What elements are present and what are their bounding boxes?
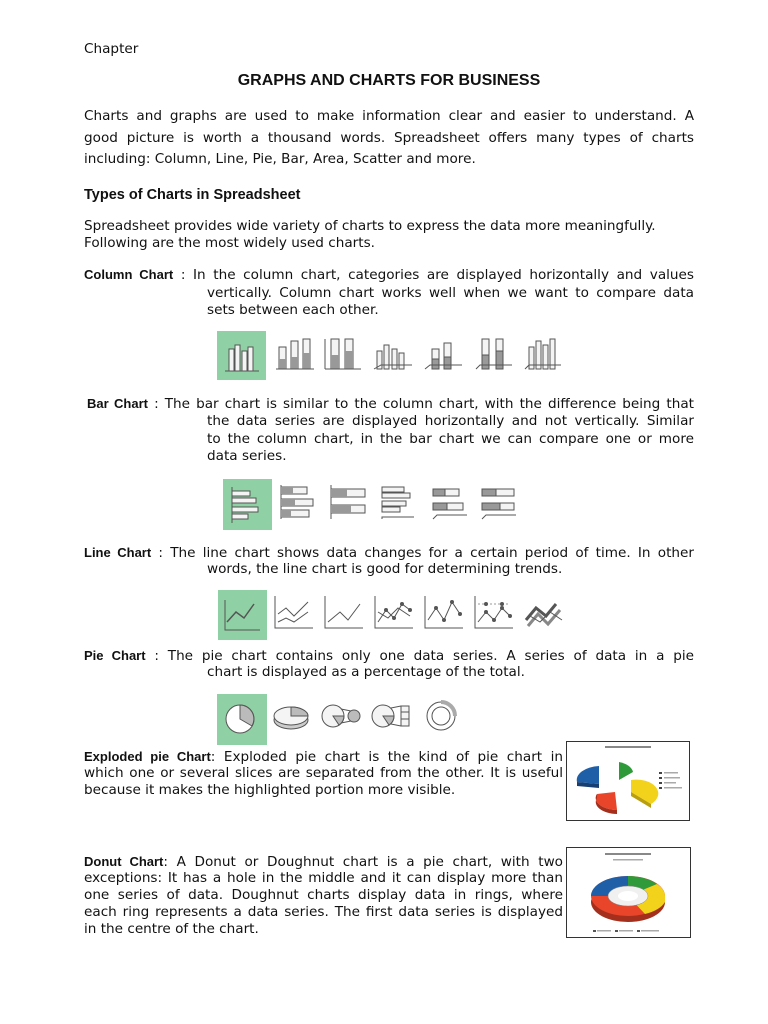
label-separator: : bbox=[148, 396, 165, 412]
desc-line: vertically. Column chart works well when we want to compare data bbox=[207, 285, 694, 301]
desc-line: each ring represents a data series. The first data series is displayed bbox=[84, 904, 563, 920]
pie-of-pie-icon[interactable] bbox=[319, 694, 363, 738]
pie-icon[interactable] bbox=[217, 694, 267, 745]
percent-line-markers-icon[interactable] bbox=[472, 590, 516, 634]
desc-line: words, the line chart is good for determining trends. bbox=[207, 561, 563, 577]
pie-chart-label: Pie Chart bbox=[84, 648, 146, 663]
bar-chart-text: The bar chart is similar to the column chart, with the difference being that bbox=[164, 396, 694, 412]
desc-line: sets between each other. bbox=[207, 302, 379, 318]
section-description bbox=[84, 218, 704, 252]
line-with-markers-icon[interactable] bbox=[372, 590, 416, 634]
desc-line: exceptions: It has a hole in the middle and it can display more than bbox=[84, 870, 563, 886]
desc-line: to the column chart, in the bar chart we can compare one or more bbox=[207, 430, 694, 447]
label-separator: : bbox=[173, 267, 194, 283]
desc-line: the data series are displayed horizontally and not vertically. Similar bbox=[207, 413, 694, 429]
exploded-pie-label: Exploded pie Chart bbox=[84, 749, 211, 764]
bar-chart-icons bbox=[223, 479, 523, 529]
desc-line: in the centre of the chart. bbox=[84, 921, 259, 937]
line-chart-icons bbox=[218, 590, 568, 640]
3d-stacked-column-icon[interactable] bbox=[422, 331, 466, 375]
exploded-pie-first-line bbox=[84, 748, 563, 766]
pie-chart-text: The pie chart contains only one data series. A series of data in a pie bbox=[167, 648, 694, 664]
3d-percent-column-icon[interactable] bbox=[472, 331, 516, 375]
desc-line: chart is displayed as a percentage of the total. bbox=[207, 664, 525, 680]
donut-chart-text: A Donut or Doughnut chart is a pie chart, with two bbox=[176, 854, 563, 870]
3d-stacked-bar-icon[interactable] bbox=[427, 479, 471, 523]
bar-chart-first-line bbox=[84, 395, 694, 413]
percent-stacked-line-icon[interactable] bbox=[322, 590, 366, 634]
percent-stacked-bar-icon[interactable] bbox=[327, 479, 371, 523]
doughnut-icon[interactable] bbox=[419, 694, 463, 738]
3d-line-icon[interactable] bbox=[522, 590, 566, 634]
3d-percent-bar-icon[interactable] bbox=[476, 479, 520, 523]
intro-paragraph bbox=[84, 106, 694, 171]
line-chart-desc bbox=[207, 561, 694, 578]
pie-chart-desc bbox=[207, 664, 694, 681]
clustered-bar-icon[interactable] bbox=[223, 479, 272, 530]
desc-line: Spreadsheet provides wide variety of charts to express the data more meaningfully. bbox=[84, 218, 656, 234]
donut-chart-desc bbox=[84, 870, 563, 938]
label-separator: : bbox=[210, 749, 224, 765]
3d-column-icon[interactable] bbox=[521, 331, 565, 375]
line-chart-first-line bbox=[84, 544, 694, 562]
page-title: GRAPHS AND CHARTS FOR BUSINESS bbox=[237, 72, 541, 89]
desc-line: one series of data. Doughnut charts display data in rings, where bbox=[84, 887, 563, 903]
desc-line: Following are the most widely used charts. bbox=[84, 235, 375, 251]
bar-chart-desc bbox=[207, 413, 694, 466]
column-chart-first-line bbox=[84, 266, 694, 284]
label-separator: : bbox=[145, 648, 168, 664]
line-chart-text: The line chart shows data changes for a certain period of time. In other bbox=[170, 545, 694, 561]
exploded-pie-chart-image bbox=[566, 741, 690, 821]
stacked-line-markers-icon[interactable] bbox=[422, 590, 466, 634]
stacked-bar-icon[interactable] bbox=[277, 479, 321, 523]
pie-chart-icons bbox=[217, 694, 467, 744]
clustered-column-icon[interactable] bbox=[217, 331, 266, 380]
donut-chart-first-line bbox=[84, 853, 563, 871]
stacked-column-icon[interactable] bbox=[273, 331, 317, 375]
label-separator: : bbox=[151, 545, 171, 561]
column-chart-text: In the column chart, categories are displayed horizontally and values bbox=[193, 267, 694, 283]
exploded-pie-desc bbox=[84, 765, 563, 799]
desc-line: because it makes the highlighted portion more visible. bbox=[84, 782, 456, 798]
percent-stacked-column-icon[interactable] bbox=[321, 331, 365, 375]
column-chart-icons bbox=[217, 331, 567, 381]
donut-chart-label: Donut Chart bbox=[84, 854, 164, 869]
intro-line: Charts and graphs are used to make information clear and easier to understand. A bbox=[84, 108, 694, 124]
pie-chart-first-line bbox=[84, 647, 694, 665]
column-chart-label: Column Chart bbox=[84, 267, 174, 282]
desc-line: data series. bbox=[207, 448, 287, 465]
exploded-pie-text: Exploded pie chart is the kind of pie chart in bbox=[223, 749, 564, 765]
bar-chart-label: Bar Chart bbox=[87, 396, 148, 411]
section-heading: Types of Charts in Spreadsheet bbox=[84, 187, 301, 203]
line-chart-label: Line Chart bbox=[84, 545, 152, 560]
intro-line: good picture is worth a thousand words. Spreadsheet offers many types of charts bbox=[84, 129, 694, 146]
3d-clustered-column-icon[interactable] bbox=[371, 331, 415, 375]
desc-line: which one or several slices are separated from the other. It is useful bbox=[84, 765, 563, 781]
3d-pie-icon[interactable] bbox=[269, 694, 313, 738]
column-chart-desc bbox=[207, 285, 694, 319]
chapter-label: Chapter bbox=[84, 41, 139, 57]
stacked-line-icon[interactable] bbox=[272, 590, 316, 634]
label-separator: : bbox=[163, 854, 177, 870]
3d-clustered-bar-icon[interactable] bbox=[376, 479, 420, 523]
intro-line: including: Column, Line, Pie, Bar, Area, Scatter and more. bbox=[84, 151, 476, 167]
line-icon[interactable] bbox=[218, 590, 267, 640]
bar-of-pie-icon[interactable] bbox=[369, 694, 413, 738]
donut-chart-image bbox=[566, 847, 691, 938]
